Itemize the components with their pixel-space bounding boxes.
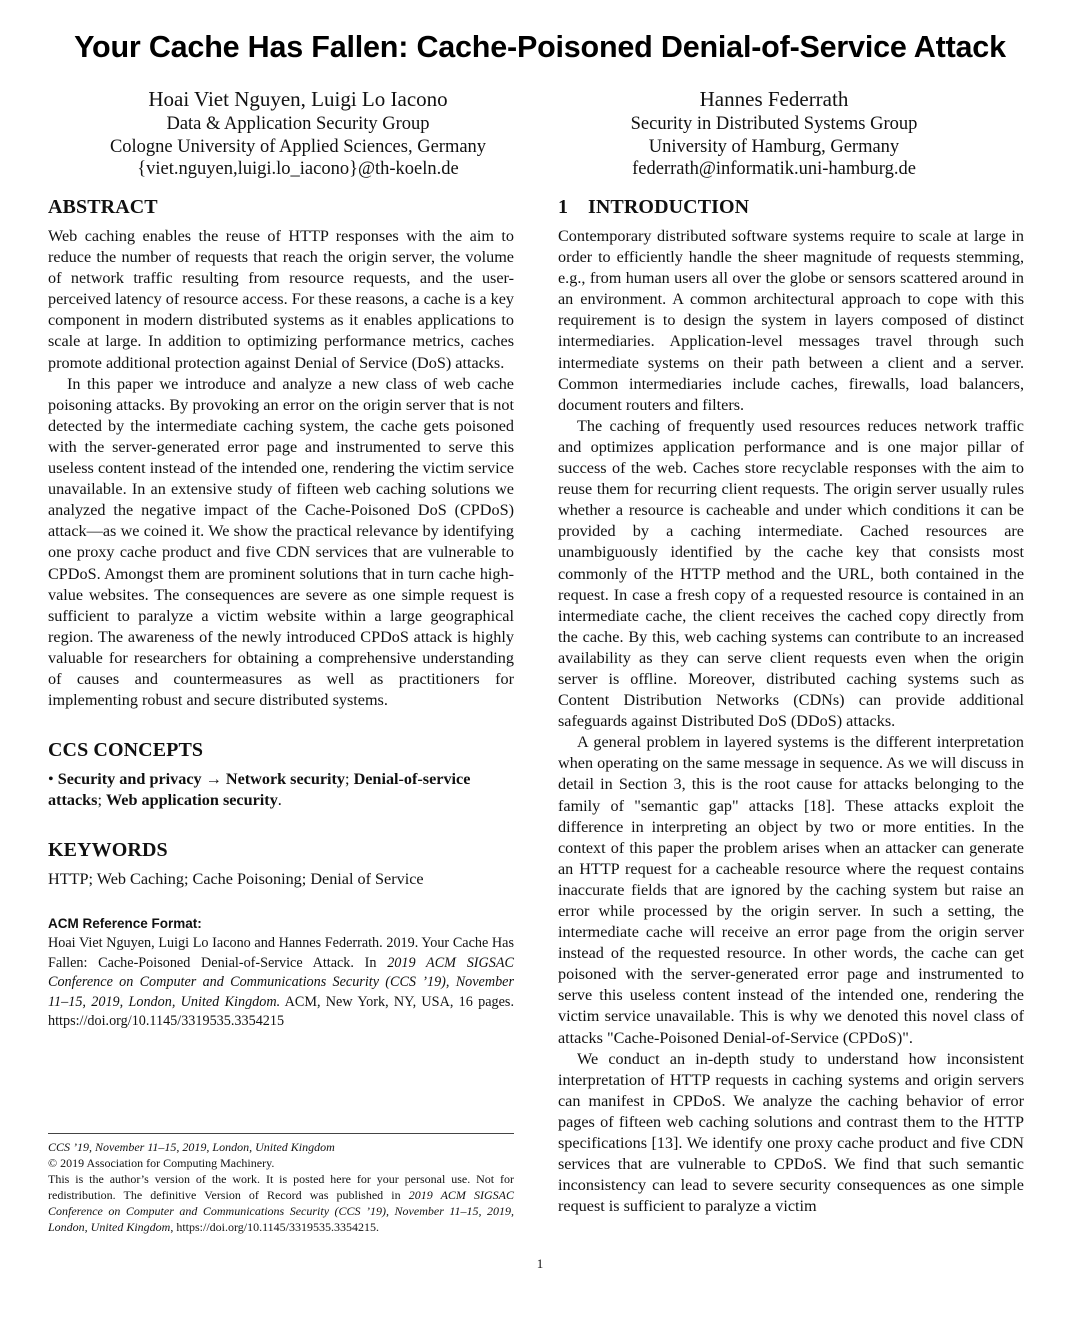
abstract-heading: ABSTRACT bbox=[48, 196, 158, 218]
ccs-concepts: • Security and privacy → Network security; Denial-of-service attacks; Web application security. bbox=[48, 770, 471, 810]
right-column bbox=[558, 196, 1024, 1217]
author-names: Hoai Viet Nguyen, Luigi Lo Iacono bbox=[148, 87, 448, 111]
intro-paragraph-4: We conduct an in-depth study to understand how inconsistent interpretation of HTTP requests in caching systems and origin servers can manifest in CPDoS. We analyze the caching behavior of error pages of fifteen web caching solutions and contrast them to the HTTP specifications [13]. We identify one proxy cache product and five CDN services that are vulnerable to CPDoS. We find that such semantic inconsistency can lead to severe security consequences as one simple request is sufficient to paralyze a victim bbox=[558, 1049, 1024, 1216]
copyright-footnote bbox=[48, 1133, 514, 1235]
copyright-line: © 2019 Association for Computing Machinery. bbox=[48, 1156, 275, 1170]
abstract-paragraph-1: Web caching enables the reuse of HTTP responses with the aim to reduce the number of requests that reach the origin server, the volume of network traffic resulting from resource requests, and the user-perceived latency of resource access. For these reasons, a cache is a key component in modern distributed systems as it enables applications to scale at large. In addition to optimizing performance metrics, caches promote additional protection against Denial of Service (DoS) attacks. bbox=[48, 227, 514, 372]
intro-paragraph-1: Contemporary distributed software systems require to scale at large in order to efficiently handle the sheer magnitude of requests stemming, e.g., from human users all over the globe or sensors scattered around in an environment. A common architectural approach to cope with this requirement is to design the system in layers composed of distinct intermediaries. Application-level messages travel through such intermediate systems on their path between a client and a server. Common intermediaries include caches, firewalls, load balancers, document routers and filters. bbox=[558, 227, 1024, 414]
ccs-item: Security and privacy bbox=[57, 770, 202, 789]
ccs-item: Denial-of-service attacks bbox=[48, 770, 471, 810]
affiliation-university: University of Hamburg, Germany bbox=[648, 136, 900, 157]
page-number: 1 bbox=[536, 1256, 544, 1271]
affiliation-email: {viet.nguyen,luigi.lo_iacono}@th-koeln.de bbox=[137, 159, 459, 179]
author-names: Hannes Federrath bbox=[699, 87, 849, 111]
introduction-heading: 1 INTRODUCTION bbox=[558, 196, 750, 218]
keywords-text: HTTP; Web Caching; Cache Poisoning; Denial of Service bbox=[48, 870, 424, 889]
ccs-bullet: • bbox=[48, 770, 54, 789]
author-block-1 bbox=[48, 87, 548, 181]
author-version-note: This is the author’s version of the work. It is posted here for your personal use. Not for redistribution. The definitive Version of Record was published in 2019 ACM SIGSAC Conference on Computer and Communications Security (CCS ’19), November 11–15, 2019, London, United Kingdom, https://doi.org/10.1145/3319535.3354215. bbox=[48, 1172, 515, 1234]
intro-paragraph-2: The caching of frequently used resources reduces network traffic and optimizes application performance and is one major pillar of success of the web. Caches store recyclable responses with the aim to reuse them for recurring client requests. The origin server usually rules whether a resource is cacheable and under which conditions it can be provided by a caching intermediate. Cached resources are unambiguously identified by the cache key that consists most commonly of the HTTP method and the URL, both contained in the request. In case a fresh copy of a requested resource is contained in an intermediate cache, the client receives the cached copy directly from the cache. By this, web caching systems can contribute to an increased availability as they can serve client requests even when the origin server is offline. Moreover, distributed caching systems such as Content Distribution Networks (CDNs) can provide additional safeguards against Distributed DoS (DDoS) attacks. bbox=[558, 416, 1024, 731]
keywords-heading: KEYWORDS bbox=[48, 839, 168, 862]
affiliation-group: Data & Application Security Group bbox=[166, 114, 430, 134]
abstract-paragraph-2: In this paper we introduce and analyze a new class of web cache poisoning attacks. By provoking an error on the origin server that is not detected by the intermediate caching system, the cache gets poisoned with the server-generated error page and instrumented to serve this useless content instead of the intended one, rendering the victim service unavailable. In an extensive study of fifteen web caching solutions we analyzed the negative impact of the Cache-Poisoned DoS (CPDoS) attack—as we coined it. We show the practical relevance by identifying one proxy cache product and five CDN services that are vulnerable to CPDoS. Amongst them are prominent solutions that in turn cache high-value websites. The consequences are severe as one simple request is sufficient to paralyze a victim website within a large geographical region. The awareness of the newly introduced CPDoS attack is highly valuable for researchers for obtaining a comprehensive understanding of causes and countermeasures as well as practitioners for implementing robust and secure distributed systems. bbox=[48, 374, 514, 710]
acm-reference-heading: ACM Reference Format: bbox=[48, 916, 202, 932]
paper-title: Your Cache Has Fallen: Cache-Poisoned Denial-of-Service Attack bbox=[74, 30, 1006, 64]
author-block-2 bbox=[560, 87, 988, 181]
ccs-item: Network security bbox=[225, 770, 346, 789]
ccs-item: Web application security bbox=[106, 791, 278, 810]
acm-reference-text: Hoai Viet Nguyen, Luigi Lo Iacono and Hannes Federrath. 2019. Your Cache Has Fallen: Cache-Poisoned Denial-of-Service Attack. In 2019 ACM SIGSAC Conference on Computer and Communications Security (CCS ’19), November 11–15, 2019, London, United Kingdom. ACM, New York, NY, USA, 16 pages. https://doi.org/10.1145/3319535.3354215 bbox=[48, 935, 514, 1030]
intro-paragraph-3: A general problem in layered systems is the different interpretation when operating on the same message in sequence. As we will discuss in detail in Section 3, this is the root cause for attacks belonging to the family of "semantic gap" attacks [18]. These attacks exploit the difference in interpreting an object by two or more entities. In the context of this paper the problem arises when an attacker can generate an HTTP request for a cacheable resource where the request contains inaccurate fields that are ignored by the caching system but raise an error while processed by the origin server. In such a setting, the intermediate cache will receive an error page from the origin server instead of the requested resource. In other words, the cache can get poisoned with the server-generated error page and instrumented to serve this useless content instead of the intended one, rendering the victim service unavailable. This is why we denoted this novel class of attacks "Cache-Poisoned Denial-of-Service (CPDoS)". bbox=[558, 733, 1024, 1047]
affiliation-group: Security in Distributed Systems Group bbox=[630, 114, 918, 134]
affiliation-university: Cologne University of Applied Sciences, Germany bbox=[109, 136, 487, 157]
section-number: 1 bbox=[558, 196, 569, 218]
left-column bbox=[48, 196, 514, 1032]
affiliation-email: federrath@informatik.uni-hamburg.de bbox=[632, 159, 916, 179]
ccs-heading: CCS CONCEPTS bbox=[48, 739, 204, 762]
conference-line: CCS ’19, November 11–15, 2019, London, United Kingdom bbox=[48, 1140, 335, 1154]
